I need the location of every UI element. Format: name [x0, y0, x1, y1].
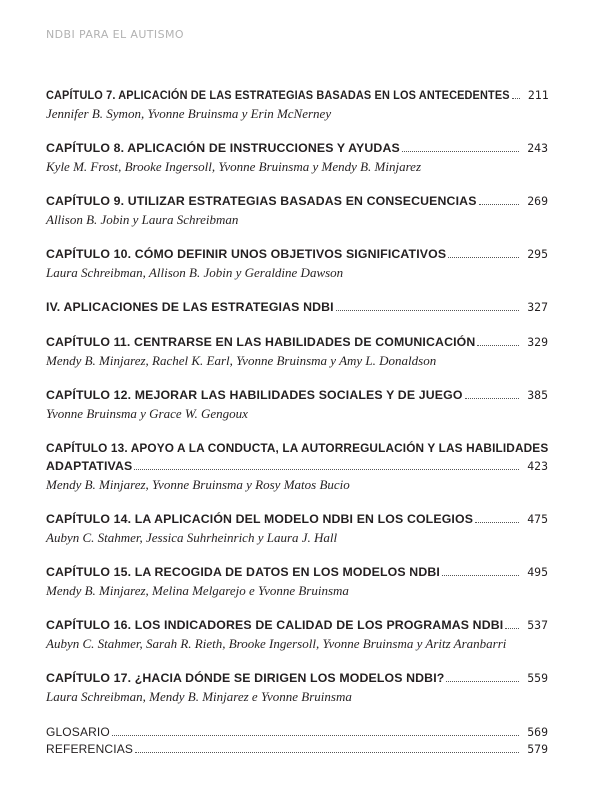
toc-entry-chapter-11[interactable] — [46, 335, 548, 369]
dot-leader — [479, 204, 519, 205]
page-number: 495 — [527, 565, 548, 579]
page-number: 423 — [527, 459, 548, 473]
section-title: REFERENCIAS — [46, 742, 133, 756]
chapter-authors: Laura Schreibman, Allison B. Jobin y Geraldine Dawson — [46, 265, 344, 280]
page-number: 269 — [527, 194, 548, 208]
chapter-authors: Mendy B. Minjarez, Rachel K. Earl, Yvonne Bruinsma y Amy L. Donaldson — [46, 353, 437, 368]
toc-entry-chapter-14[interactable] — [46, 512, 548, 546]
toc-entry-chapter-8[interactable] — [46, 141, 548, 175]
chapter-authors: Kyle M. Frost, Brooke Ingersoll, Yvonne Bruinsma y Mendy B. Minjarez — [46, 159, 422, 174]
dot-leader — [402, 151, 519, 152]
page-number: 385 — [527, 388, 548, 402]
dot-leader — [512, 98, 520, 99]
chapter-authors: Jennifer B. Symon, Yvonne Bruinsma y Erin McNerney — [46, 106, 332, 121]
chapter-title: CAPÍTULO 16. LOS INDICADORES DE CALIDAD DE LOS PROGRAMAS NDBI — [46, 618, 504, 632]
chapter-authors: Yvonne Bruinsma y Grace W. Gengoux — [46, 406, 248, 421]
chapter-authors: Aubyn C. Stahmer, Jessica Suhrheinrich y Laura J. Hall — [46, 530, 338, 545]
chapter-title: CAPÍTULO 7. APLICACIÓN DE LAS ESTRATEGIAS BASADAS EN LOS ANTECEDENTES — [46, 88, 510, 102]
chapter-title-line-1: CAPÍTULO 13. APOYO A LA CONDUCTA, LA AUTORREGULACIÓN Y LAS HABILIDADES — [46, 441, 549, 455]
dot-leader — [112, 735, 519, 736]
chapter-authors: Laura Schreibman, Mendy B. Minjarez e Yvonne Bruinsma — [46, 689, 352, 704]
chapter-title: CAPÍTULO 10. CÓMO DEFINIR UNOS OBJETIVOS SIGNIFICATIVOS — [46, 247, 447, 261]
dot-leader — [442, 575, 519, 576]
dot-leader — [475, 522, 519, 523]
chapter-title: CAPÍTULO 17. ¿HACIA DÓNDE SE DIRIGEN LOS MODELOS NDBI? — [46, 671, 445, 685]
toc-entry-chapter-17[interactable] — [46, 671, 548, 705]
dot-leader — [336, 310, 519, 311]
chapter-authors: Allison B. Jobin y Laura Schreibman — [46, 212, 239, 227]
part-title: IV. APLICACIONES DE LAS ESTRATEGIAS NDBI — [46, 300, 334, 314]
toc-entry-chapter-15[interactable] — [46, 565, 548, 599]
page-number: 559 — [527, 671, 548, 685]
dot-leader — [465, 398, 519, 399]
page-number: 243 — [527, 141, 548, 155]
dot-leader — [477, 345, 519, 346]
toc-entry-part-iv[interactable] — [46, 300, 548, 314]
toc-entry-referencias[interactable] — [46, 742, 548, 756]
chapter-title: CAPÍTULO 14. LA APLICACIÓN DEL MODELO NDBI EN LOS COLEGIOS — [46, 512, 474, 526]
page-number: 327 — [527, 300, 548, 314]
running-header: NDBI PARA EL AUTISMO — [46, 28, 184, 41]
toc-entry-chapter-12[interactable] — [46, 388, 548, 422]
chapter-authors: Aubyn C. Stahmer, Sarah R. Rieth, Brooke Ingersoll, Yvonne Bruinsma y Aritz Aranbarri — [46, 636, 507, 651]
section-title: GLOSARIO — [46, 725, 110, 739]
dot-leader — [446, 681, 519, 682]
chapter-authors: Mendy B. Minjarez, Yvonne Bruinsma y Rosy Matos Bucio — [46, 477, 350, 492]
chapter-title: CAPÍTULO 12. MEJORAR LAS HABILIDADES SOCIALES Y DE JUEGO — [46, 388, 463, 402]
page-number: 569 — [527, 725, 548, 739]
toc-entry-chapter-13[interactable] — [46, 441, 548, 493]
chapter-title-line-2: ADAPTATIVAS — [46, 459, 133, 473]
toc-entry-chapter-10[interactable] — [46, 247, 548, 281]
dot-leader — [448, 257, 519, 258]
toc-entry-glosario[interactable] — [46, 725, 548, 739]
page-number: 329 — [527, 335, 548, 349]
toc-entry-chapter-16[interactable] — [46, 618, 548, 652]
dot-leader — [134, 469, 519, 470]
chapter-title: CAPÍTULO 15. LA RECOGIDA DE DATOS EN LOS MODELOS NDBI — [46, 565, 440, 579]
toc-entry-chapter-9[interactable] — [46, 194, 548, 228]
page-number: 475 — [527, 512, 548, 526]
chapter-title: CAPÍTULO 8. APLICACIÓN DE INSTRUCCIONES Y AYUDAS — [46, 141, 400, 155]
chapter-title: CAPÍTULO 11. CENTRARSE EN LAS HABILIDADES DE COMUNICACIÓN — [46, 335, 476, 349]
page-number: 295 — [527, 247, 548, 261]
dot-leader — [135, 752, 519, 753]
page-number: 537 — [527, 618, 548, 632]
page-number: 579 — [527, 742, 548, 756]
chapter-title: CAPÍTULO 9. UTILIZAR ESTRATEGIAS BASADAS EN CONSECUENCIAS — [46, 194, 477, 208]
toc-entry-chapter-7[interactable] — [46, 88, 548, 122]
page-number: 211 — [527, 88, 549, 102]
dot-leader — [505, 628, 519, 629]
chapter-authors: Mendy B. Minjarez, Melina Melgarejo e Yvonne Bruinsma — [46, 583, 349, 598]
